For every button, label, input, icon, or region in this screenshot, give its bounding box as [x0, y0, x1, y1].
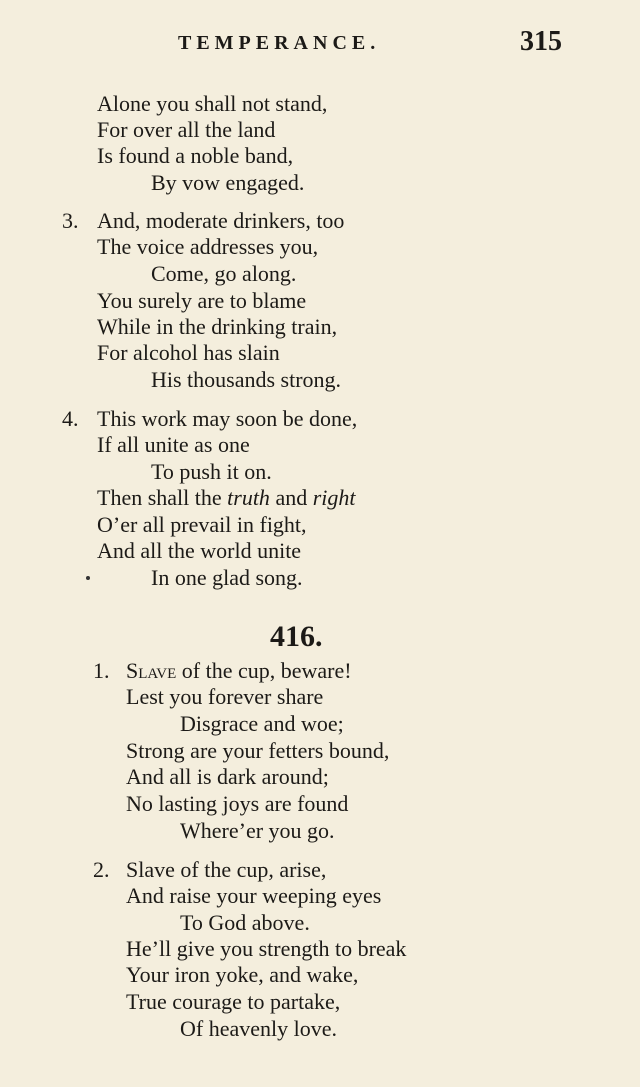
verse-line: And, moderate drinkers, too: [97, 208, 345, 233]
running-title: TEMPERANCE.: [178, 32, 381, 54]
verse-line: You surely are to blame: [97, 288, 307, 313]
verse-line: By vow engaged.: [151, 170, 305, 195]
italic-word: truth: [227, 485, 270, 510]
verse-line: True courage to partake,: [126, 989, 341, 1014]
text-run: Then shall the: [97, 485, 228, 510]
stanza-number: 1.: [93, 658, 110, 683]
stanza-number: 2.: [93, 857, 110, 882]
verse-line: O’er all prevail in fight,: [97, 512, 307, 537]
verse-line: For over all the land: [97, 117, 276, 142]
verse-line: Where’er you go.: [180, 818, 335, 843]
stanza-number: 4.: [62, 406, 79, 431]
verse-line: The voice addresses you,: [97, 234, 319, 259]
hymn-number: 416.: [270, 620, 323, 653]
verse-line: In one glad song.: [151, 565, 303, 590]
text-run: and: [269, 485, 313, 510]
verse-line: Disgrace and woe;: [180, 711, 344, 736]
verse-line: This work may soon be done,: [97, 406, 358, 431]
verse-line: Strong are your fetters bound,: [126, 738, 390, 763]
verse-line: Alone you shall not stand,: [97, 91, 328, 116]
verse-line: Is found a noble band,: [97, 143, 294, 168]
verse-line: And raise your weeping eyes: [126, 883, 382, 908]
verse-line: His thousands strong.: [151, 367, 342, 392]
verse-line-with-small-caps: [126, 658, 352, 684]
verse-line: Lest you forever share: [126, 684, 324, 709]
italic-word: right: [312, 485, 356, 510]
stanza-number: 3.: [62, 208, 79, 233]
verse-line: Come, go along.: [151, 261, 297, 286]
stray-mark: [86, 576, 90, 580]
verse-line: He’ll give you strength to break: [126, 936, 407, 961]
small-caps-word: Slave: [126, 658, 177, 683]
verse-line: No lasting joys are found: [126, 791, 349, 816]
verse-line: Slave of the cup, arise,: [126, 857, 327, 882]
running-head: [0, 28, 640, 62]
page-number: 315: [520, 26, 562, 57]
text-run: of the cup, beware!: [176, 658, 352, 683]
verse-line: Your iron yoke, and wake,: [126, 962, 359, 987]
verse-line: To God above.: [180, 910, 310, 935]
verse-line: Of heavenly love.: [180, 1016, 337, 1041]
verse-line-with-italics: [97, 485, 356, 511]
verse-line: While in the drinking train,: [97, 314, 338, 339]
verse-line: For alcohol has slain: [97, 340, 280, 365]
verse-line: And all the world unite: [97, 538, 302, 563]
verse-line: If all unite as one: [97, 432, 250, 457]
verse-line: And all is dark around;: [126, 764, 329, 789]
verse-line: To push it on.: [151, 459, 272, 484]
